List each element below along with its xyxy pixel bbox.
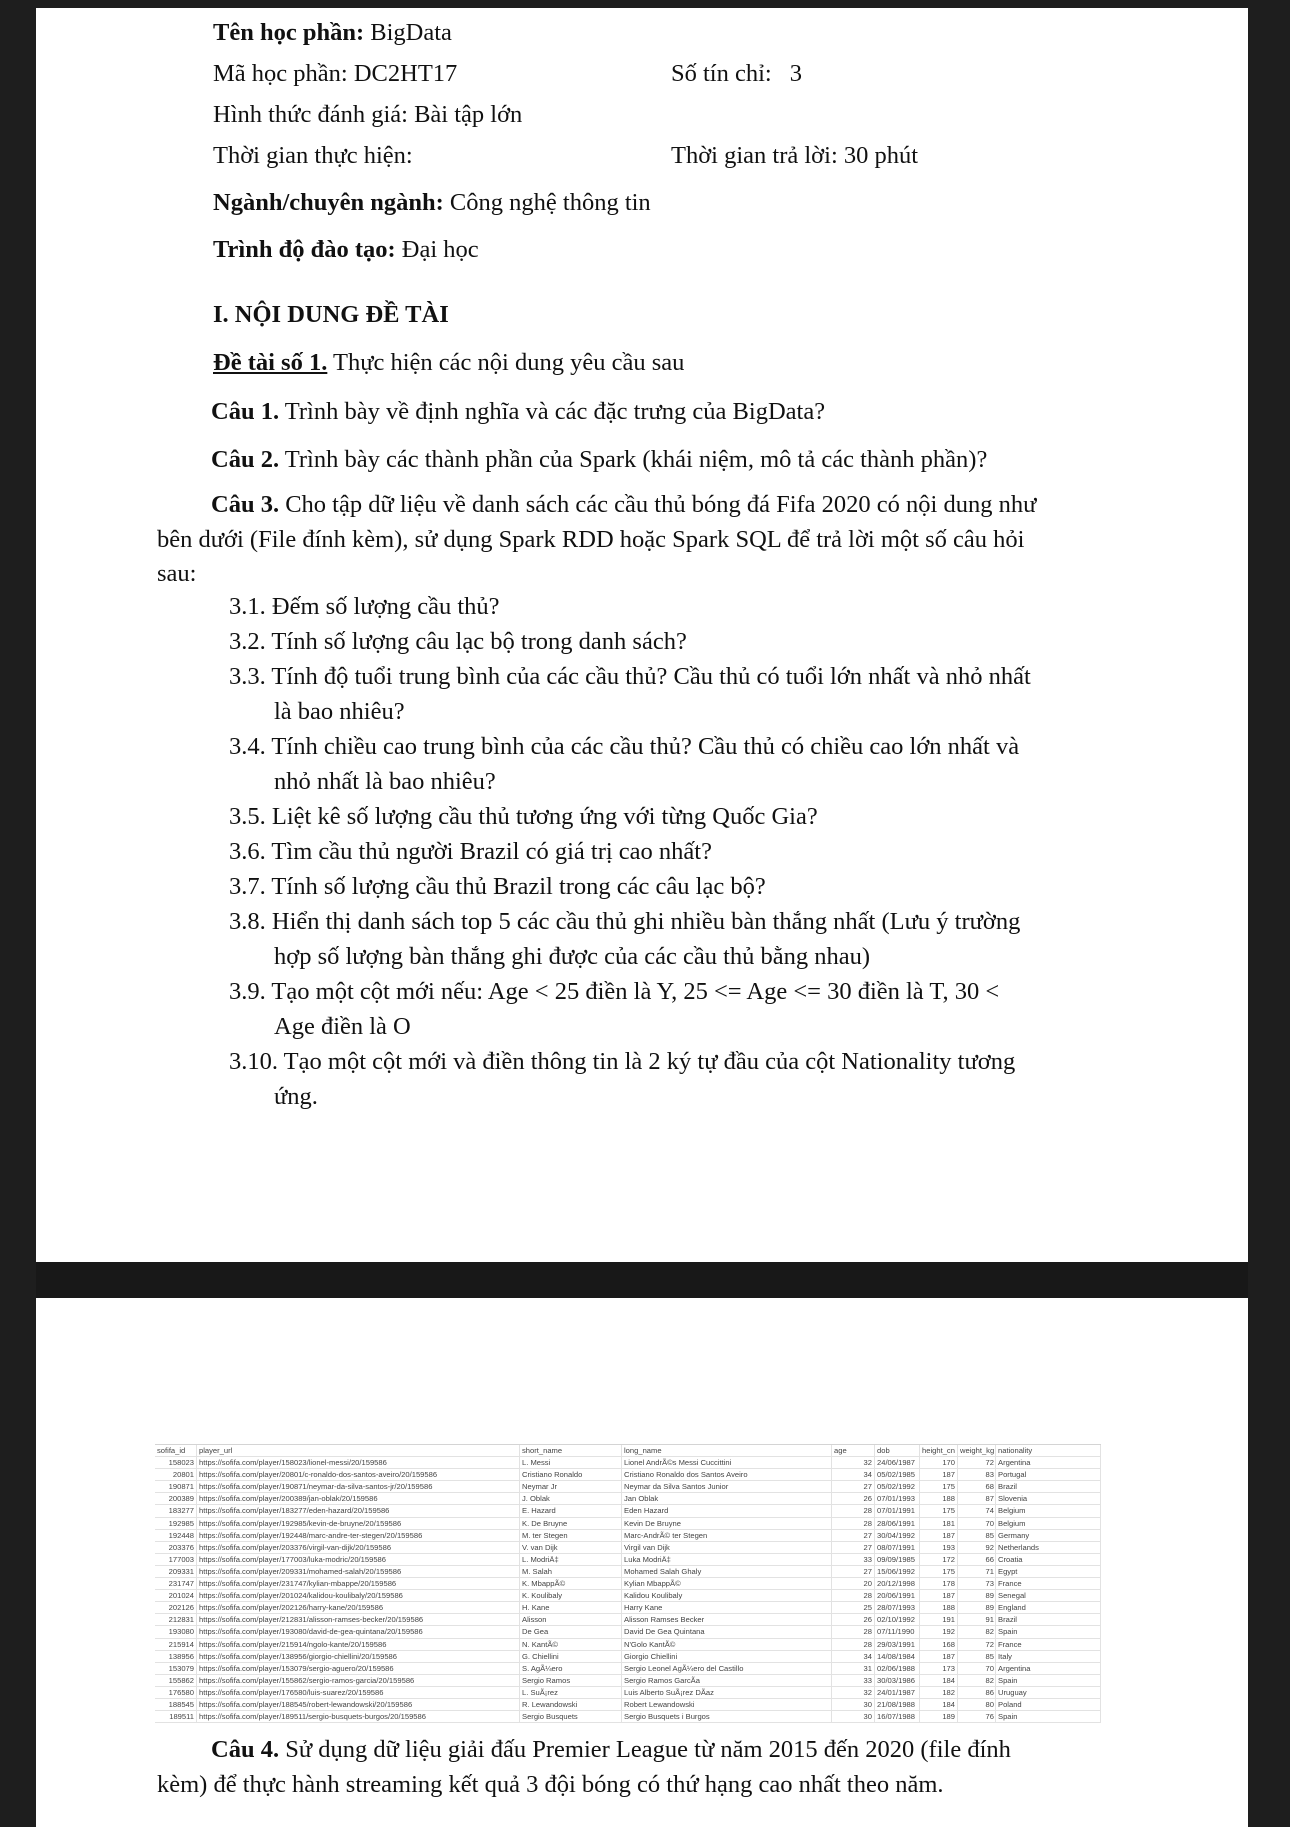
cell-long-name: David De Gea Quintana [622,1626,832,1637]
cell-height: 187 [920,1590,958,1601]
subquestion-3-1: 3.1. Đếm số lượng cầu thủ? [229,593,500,620]
cell-height: 182 [920,1687,958,1698]
cell-short-name: K. De Bruyne [520,1518,622,1529]
cell-short-name: L. ModriÄ‡ [520,1554,622,1565]
cell-age: 34 [832,1651,875,1662]
cell-player-url: https://sofifa.com/player/155862/sergio-ramos-garcia/20/159586 [197,1675,520,1686]
section-title: I. NỘI DUNG ĐỀ TÀI [213,301,449,328]
cell-dob: 08/07/1991 [875,1542,920,1553]
cell-weight: 85 [958,1651,996,1662]
cell-nationality: Brazil [996,1481,1101,1492]
cell-short-name: N. KantÃ© [520,1639,622,1650]
cell-weight: 72 [958,1457,996,1468]
cell-weight: 91 [958,1614,996,1625]
cell-long-name: Neymar da Silva Santos Junior [622,1481,832,1492]
cell-age: 26 [832,1493,875,1504]
table-row [155,1505,1101,1517]
table-row [155,1469,1101,1481]
cell-short-name: H. Kane [520,1602,622,1613]
cell-nationality: France [996,1639,1101,1650]
cell-sofifa-id: 203376 [155,1542,197,1553]
course-name: Tên học phần: BigData [213,19,452,46]
cell-weight: 70 [958,1518,996,1529]
cell-long-name: Sergio Busquets i Burgos [622,1711,832,1722]
cell-short-name: J. Oblak [520,1493,622,1504]
cell-short-name: S. AgÃ¼ero [520,1663,622,1674]
cell-player-url: https://sofifa.com/player/20801/c-ronaldo-dos-santos-aveiro/20/159586 [197,1469,520,1480]
table-row [155,1530,1101,1542]
cell-nationality: Uruguay [996,1687,1101,1698]
cell-short-name: M. ter Stegen [520,1530,622,1541]
cell-age: 31 [832,1663,875,1674]
cell-long-name: Giorgio Chiellini [622,1651,832,1662]
cell-height: 187 [920,1469,958,1480]
cell-nationality: Argentina [996,1457,1101,1468]
question-1: Câu 1. Trình bày về định nghĩa và các đặc trưng của BigData? [211,398,826,425]
table-row [155,1566,1101,1578]
subquestion-3-9-cont: Age điền là O [274,1013,411,1040]
table-row [155,1481,1101,1493]
cell-nationality: Slovenia [996,1493,1101,1504]
cell-dob: 30/04/1992 [875,1530,920,1541]
cell-long-name: Lionel AndrÃ©s Messi Cuccittini [622,1457,832,1468]
cell-sofifa-id: 201024 [155,1590,197,1601]
cell-age: 32 [832,1687,875,1698]
cell-dob: 05/02/1985 [875,1469,920,1480]
cell-height: 192 [920,1626,958,1637]
header-sofifa-id: sofifa_id [155,1445,197,1456]
table-header-row [155,1445,1101,1457]
cell-weight: 73 [958,1578,996,1589]
assessment-form: Hình thức đánh giá: Bài tập lớn [213,101,523,128]
cell-short-name: G. Chiellini [520,1651,622,1662]
table-row [155,1457,1101,1469]
cell-height: 170 [920,1457,958,1468]
cell-nationality: Spain [996,1626,1101,1637]
subquestion-3-8: 3.8. Hiển thị danh sách top 5 các cầu thủ ghi nhiều bàn thắng nhất (Lưu ý trường [229,908,1021,935]
cell-sofifa-id: 176580 [155,1687,197,1698]
cell-age: 28 [832,1639,875,1650]
cell-long-name: Eden Hazard [622,1505,832,1516]
cell-short-name: Neymar Jr [520,1481,622,1492]
cell-height: 172 [920,1554,958,1565]
cell-height: 175 [920,1481,958,1492]
cell-weight: 72 [958,1639,996,1650]
cell-dob: 07/01/1993 [875,1493,920,1504]
subquestion-3-9: 3.9. Tạo một cột mới nếu: Age < 25 điền là Y, 25 <= Age <= 30 điền là T, 30 < [229,978,1000,1005]
cell-long-name: Harry Kane [622,1602,832,1613]
cell-age: 32 [832,1457,875,1468]
cell-dob: 24/06/1987 [875,1457,920,1468]
cell-long-name: Robert Lewandowski [622,1699,832,1710]
cell-player-url: https://sofifa.com/player/190871/neymar-da-silva-santos-jr/20/159586 [197,1481,520,1492]
cell-height: 184 [920,1699,958,1710]
cell-sofifa-id: 183277 [155,1505,197,1516]
cell-dob: 02/10/1992 [875,1614,920,1625]
cell-height: 187 [920,1530,958,1541]
cell-height: 178 [920,1578,958,1589]
document-page-1 [36,8,1248,1262]
cell-player-url: https://sofifa.com/player/203376/virgil-van-dijk/20/159586 [197,1542,520,1553]
cell-short-name: K. MbappÃ© [520,1578,622,1589]
question-3-line-2: bên dưới (File đính kèm), sử dụng Spark RDD hoặc Spark SQL để trả lời một số câu hỏi [157,526,1025,553]
cell-sofifa-id: 231747 [155,1578,197,1589]
cell-dob: 28/07/1993 [875,1602,920,1613]
cell-nationality: Belgium [996,1505,1101,1516]
header-age: age [832,1445,875,1456]
table-row [155,1699,1101,1711]
cell-short-name: V. van Dijk [520,1542,622,1553]
cell-weight: 82 [958,1626,996,1637]
table-top-rule [155,1436,1101,1445]
cell-nationality: Netherlands [996,1542,1101,1553]
cell-long-name: Marc-AndrÃ© ter Stegen [622,1530,832,1541]
cell-long-name: Kevin De Bruyne [622,1518,832,1529]
table-row [155,1578,1101,1590]
cell-sofifa-id: 189511 [155,1711,197,1722]
time-performed: Thời gian thực hiện: [213,142,413,169]
cell-weight: 80 [958,1699,996,1710]
document-page-2 [36,1298,1248,1827]
cell-player-url: https://sofifa.com/player/138956/giorgio-chiellini/20/159586 [197,1651,520,1662]
cell-short-name: De Gea [520,1626,622,1637]
cell-short-name: L. Messi [520,1457,622,1468]
cell-short-name: Alisson [520,1614,622,1625]
cell-weight: 82 [958,1675,996,1686]
cell-nationality: Belgium [996,1518,1101,1529]
cell-sofifa-id: 212831 [155,1614,197,1625]
table-row [155,1626,1101,1638]
question-4-line-2: kèm) để thực hành streaming kết quả 3 đội bóng có thứ hạng cao nhất theo năm. [157,1771,944,1798]
cell-nationality: Italy [996,1651,1101,1662]
cell-long-name: N'Golo KantÃ© [622,1639,832,1650]
cell-nationality: Spain [996,1675,1101,1686]
cell-nationality: Senegal [996,1590,1101,1601]
cell-age: 34 [832,1469,875,1480]
cell-nationality: Portugal [996,1469,1101,1480]
cell-height: 187 [920,1651,958,1662]
page-gap [36,1262,1248,1298]
cell-dob: 30/03/1986 [875,1675,920,1686]
table-row [155,1711,1101,1723]
cell-long-name: Sergio Leonel AgÃ¼ero del Castillo [622,1663,832,1674]
subquestion-3-7: 3.7. Tính số lượng cầu thủ Brazil trong các câu lạc bộ? [229,873,766,900]
cell-nationality: Croatia [996,1554,1101,1565]
cell-sofifa-id: 193080 [155,1626,197,1637]
subquestion-3-8-cont: hợp số lượng bàn thắng ghi được của các cầu thủ bằng nhau) [274,943,871,970]
answer-time: Thời gian trả lời: 30 phút [671,142,919,169]
cell-weight: 66 [958,1554,996,1565]
table-row [155,1675,1101,1687]
subquestion-3-4-cont: nhỏ nhất là bao nhiêu? [274,768,496,795]
table-row [155,1663,1101,1675]
course-code: Mã học phần: DC2HT17 [213,60,458,87]
cell-player-url: https://sofifa.com/player/158023/lionel-messi/20/159586 [197,1457,520,1468]
cell-age: 27 [832,1542,875,1553]
subquestion-3-3-cont: là bao nhiêu? [274,698,405,725]
cell-height: 184 [920,1675,958,1686]
cell-player-url: https://sofifa.com/player/202126/harry-kane/20/159586 [197,1602,520,1613]
cell-sofifa-id: 188545 [155,1699,197,1710]
cell-age: 30 [832,1699,875,1710]
cell-player-url: https://sofifa.com/player/183277/eden-hazard/20/159586 [197,1505,520,1516]
cell-dob: 09/09/1985 [875,1554,920,1565]
cell-player-url: https://sofifa.com/player/177003/luka-modric/20/159586 [197,1554,520,1565]
header-short-name: short_name [520,1445,622,1456]
cell-weight: 89 [958,1602,996,1613]
cell-player-url: https://sofifa.com/player/215914/ngolo-kante/20/159586 [197,1639,520,1650]
question-2: Câu 2. Trình bày các thành phần của Spark (khái niệm, mô tả các thành phần)? [211,446,988,473]
cell-dob: 24/01/1987 [875,1687,920,1698]
cell-sofifa-id: 190871 [155,1481,197,1492]
cell-sofifa-id: 215914 [155,1639,197,1650]
cell-weight: 74 [958,1505,996,1516]
cell-height: 175 [920,1566,958,1577]
cell-short-name: R. Lewandowski [520,1699,622,1710]
subquestion-3-5: 3.5. Liệt kê số lượng cầu thủ tương ứng với từng Quốc Gia? [229,803,818,830]
cell-player-url: https://sofifa.com/player/200389/jan-oblak/20/159586 [197,1493,520,1504]
cell-nationality: Egypt [996,1566,1101,1577]
cell-short-name: Sergio Busquets [520,1711,622,1722]
cell-player-url: https://sofifa.com/player/176580/luis-suarez/20/159586 [197,1687,520,1698]
cell-nationality: Argentina [996,1663,1101,1674]
cell-nationality: Brazil [996,1614,1101,1625]
table-row [155,1602,1101,1614]
cell-dob: 29/03/1991 [875,1639,920,1650]
cell-weight: 85 [958,1530,996,1541]
header-dob: dob [875,1445,920,1456]
cell-sofifa-id: 192448 [155,1530,197,1541]
cell-nationality: Spain [996,1711,1101,1722]
cell-long-name: Virgil van Dijk [622,1542,832,1553]
subquestion-3-2: 3.2. Tính số lượng câu lạc bộ trong danh sách? [229,628,687,655]
cell-dob: 20/06/1991 [875,1590,920,1601]
cell-weight: 68 [958,1481,996,1492]
cell-short-name: K. Koulibaly [520,1590,622,1601]
cell-long-name: Alisson Ramses Becker [622,1614,832,1625]
topic-heading: Đề tài số 1. Thực hiện các nội dung yêu cầu sau [213,349,685,376]
cell-player-url: https://sofifa.com/player/189511/sergio-busquets-burgos/20/159586 [197,1711,520,1722]
cell-age: 28 [832,1518,875,1529]
header-long-name: long_name [622,1445,832,1456]
cell-sofifa-id: 200389 [155,1493,197,1504]
cell-nationality: Germany [996,1530,1101,1541]
cell-height: 191 [920,1614,958,1625]
cell-sofifa-id: 177003 [155,1554,197,1565]
cell-sofifa-id: 20801 [155,1469,197,1480]
cell-weight: 87 [958,1493,996,1504]
cell-weight: 83 [958,1469,996,1480]
cell-player-url: https://sofifa.com/player/188545/robert-lewandowski/20/159586 [197,1699,520,1710]
table-row [155,1493,1101,1505]
cell-age: 28 [832,1626,875,1637]
cell-player-url: https://sofifa.com/player/153079/sergio-aguero/20/159586 [197,1663,520,1674]
question-3-line-3: sau: [157,560,197,587]
cell-sofifa-id: 138956 [155,1651,197,1662]
cell-weight: 71 [958,1566,996,1577]
cell-age: 27 [832,1530,875,1541]
header-weight: weight_kg [960,1446,995,1455]
cell-sofifa-id: 155862 [155,1675,197,1686]
cell-long-name: Cristiano Ronaldo dos Santos Aveiro [622,1469,832,1480]
cell-dob: 16/07/1988 [875,1711,920,1722]
cell-sofifa-id: 202126 [155,1602,197,1613]
cell-short-name: Cristiano Ronaldo [520,1469,622,1480]
cell-long-name: Sergio Ramos GarcÃa [622,1675,832,1686]
header-height: height_cn [920,1445,958,1456]
cell-weight: 89 [958,1590,996,1601]
table-row [155,1651,1101,1663]
cell-nationality: England [996,1602,1101,1613]
cell-age: 33 [832,1675,875,1686]
cell-dob: 20/12/1998 [875,1578,920,1589]
cell-long-name: Mohamed Salah Ghaly [622,1566,832,1577]
cell-dob: 14/08/1984 [875,1651,920,1662]
cell-weight: 70 [958,1663,996,1674]
cell-height: 173 [920,1663,958,1674]
cell-height: 188 [920,1493,958,1504]
question-4: Câu 4. Sử dụng dữ liệu giải đấu Premier League từ năm 2015 đến 2020 (file đính [211,1736,1011,1763]
cell-weight: 92 [958,1542,996,1553]
cell-weight: 86 [958,1687,996,1698]
cell-age: 27 [832,1566,875,1577]
cell-short-name: L. SuÃ¡rez [520,1687,622,1698]
cell-height: 168 [920,1639,958,1650]
cell-age: 28 [832,1590,875,1601]
cell-age: 20 [832,1578,875,1589]
cell-player-url: https://sofifa.com/player/201024/kalidou-koulibaly/20/159586 [197,1590,520,1601]
cell-nationality: Poland [996,1699,1101,1710]
cell-short-name: E. Hazard [520,1505,622,1516]
cell-dob: 07/01/1991 [875,1505,920,1516]
cell-long-name: Luka ModriÄ‡ [622,1554,832,1565]
cell-height: 189 [920,1711,958,1722]
major: Ngành/chuyên ngành: Công nghệ thông tin [213,189,651,216]
cell-short-name: Sergio Ramos [520,1675,622,1686]
cell-player-url: https://sofifa.com/player/231747/kylian-mbappe/20/159586 [197,1578,520,1589]
training-level: Trình độ đào tạo: Đại học [213,236,479,263]
cell-short-name: M. Salah [520,1566,622,1577]
table-row [155,1614,1101,1626]
cell-sofifa-id: 153079 [155,1663,197,1674]
subquestion-3-10: 3.10. Tạo một cột mới và điền thông tin là 2 ký tự đầu của cột Nationality tương [229,1048,1016,1075]
table-row [155,1639,1101,1651]
cell-nationality: France [996,1578,1101,1589]
cell-sofifa-id: 158023 [155,1457,197,1468]
table-body [155,1457,1101,1723]
table-row [155,1518,1101,1530]
cell-dob: 05/02/1992 [875,1481,920,1492]
cell-dob: 15/06/1992 [875,1566,920,1577]
cell-age: 27 [832,1481,875,1492]
cell-dob: 07/11/1990 [875,1626,920,1637]
cell-age: 30 [832,1711,875,1722]
cell-age: 26 [832,1614,875,1625]
cell-player-url: https://sofifa.com/player/192448/marc-andre-ter-stegen/20/159586 [197,1530,520,1541]
cell-long-name: Kalidou Koulibaly [622,1590,832,1601]
cell-long-name: Kylian MbappÃ© [622,1578,832,1589]
subquestion-3-10-cont: ứng. [274,1083,318,1110]
table-row [155,1590,1101,1602]
cell-dob: 21/08/1988 [875,1699,920,1710]
cell-sofifa-id: 192985 [155,1518,197,1529]
table-row [155,1687,1101,1699]
cell-height: 175 [920,1505,958,1516]
cell-age: 25 [832,1602,875,1613]
cell-height: 181 [920,1518,958,1529]
cell-height: 188 [920,1602,958,1613]
table-row [155,1554,1101,1566]
cell-long-name: Jan Oblak [622,1493,832,1504]
cell-age: 33 [832,1554,875,1565]
cell-long-name: Luis Alberto SuÃ¡rez DÃaz [622,1687,832,1698]
table-row [155,1542,1101,1554]
header-nationality: nationality [996,1445,1101,1456]
cell-sofifa-id: 209331 [155,1566,197,1577]
cell-age: 28 [832,1505,875,1516]
credits: Số tín chỉ: 3 [671,60,802,87]
cell-player-url: https://sofifa.com/player/193080/david-de-gea-quintana/20/159586 [197,1626,520,1637]
cell-player-url: https://sofifa.com/player/192985/kevin-de-bruyne/20/159586 [197,1518,520,1529]
player-data-table [155,1436,1101,1723]
cell-weight: 76 [958,1711,996,1722]
cell-player-url: https://sofifa.com/player/209331/mohamed-salah/20/159586 [197,1566,520,1577]
cell-height: 193 [920,1542,958,1553]
cell-player-url: https://sofifa.com/player/212831/alisson-ramses-becker/20/159586 [197,1614,520,1625]
subquestion-3-6: 3.6. Tìm cầu thủ người Brazil có giá trị cao nhất? [229,838,712,865]
cell-dob: 02/06/1988 [875,1663,920,1674]
subquestion-3-3: 3.3. Tính độ tuổi trung bình của các cầu thủ? Cầu thủ có tuổi lớn nhất và nhỏ nhất [229,663,1031,690]
header-player-url: player_url [197,1445,520,1456]
question-3: Câu 3. Cho tập dữ liệu về danh sách các cầu thủ bóng đá Fifa 2020 có nội dung như [211,491,1037,518]
cell-dob: 28/06/1991 [875,1518,920,1529]
subquestion-3-4: 3.4. Tính chiều cao trung bình của các cầu thủ? Cầu thủ có chiều cao lớn nhất và [229,733,1020,760]
